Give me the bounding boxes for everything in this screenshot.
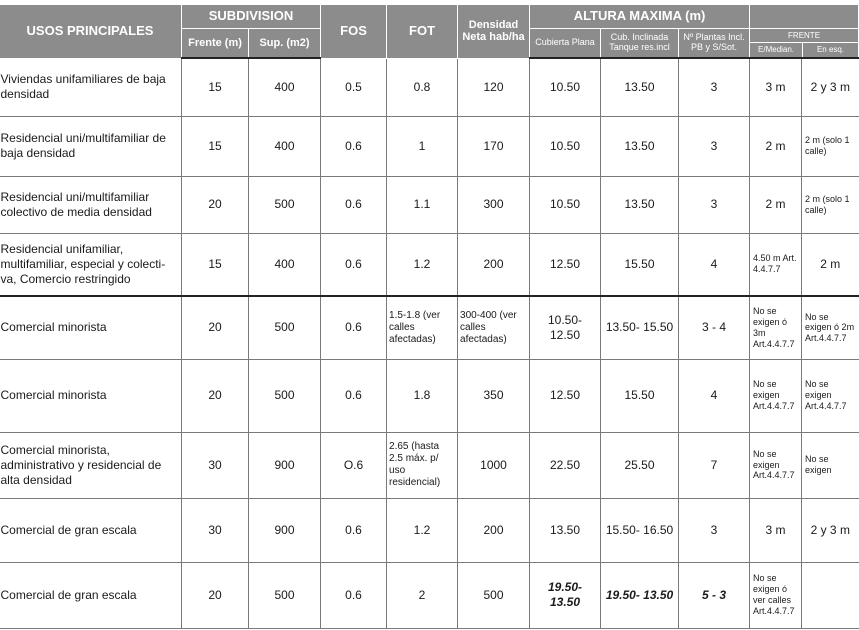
cell-fot: 1.2 [387, 233, 458, 296]
cell-fot: 1.8 [387, 359, 458, 432]
cell-cub-inclinada: 15.50 [601, 233, 679, 296]
table-row [0, 176, 859, 233]
table-row [0, 562, 859, 628]
cell-densidad: 350 [458, 359, 530, 432]
cell-uso: Comercial minorista [0, 296, 182, 359]
cell-e-median: No se exigen Art.4.4.7.7 [750, 432, 802, 498]
table-row [0, 233, 859, 296]
header-cub-inclinada: Cub. Inclinada Tanque res.incl [601, 29, 679, 59]
cell-frente: 15 [182, 116, 249, 176]
cell-uso: Comercial de gran escala [0, 498, 182, 562]
cell-densidad: 200 [458, 498, 530, 562]
cell-cub-inclinada: 13.50 [601, 116, 679, 176]
cell-frente: 30 [182, 498, 249, 562]
cell-e-median: 3 m [750, 498, 802, 562]
cell-en-esq: No se exigen ó 2m Art.4.4.7.7 [802, 296, 859, 359]
header-e-median: E/Median. [750, 43, 803, 57]
cell-sup: 500 [249, 562, 321, 628]
table-row [0, 296, 859, 359]
cell-sup: 900 [249, 432, 321, 498]
header-fot: FOT [387, 5, 458, 59]
cell-cub-inclinada: 15.50 [601, 359, 679, 432]
cell-e-median: No se exigen Art.4.4.7.7 [750, 359, 802, 432]
cell-densidad: 200 [458, 233, 530, 296]
header-sup: Sup. (m2) [249, 29, 321, 59]
cell-en-esq: 2 m [802, 233, 859, 296]
cell-sup: 400 [249, 233, 321, 296]
cell-fos: 0.6 [321, 233, 387, 296]
cell-fos: 0.6 [321, 296, 387, 359]
cell-fot: 2.65 (hasta 2.5 máx. p/ uso residencial) [387, 432, 458, 498]
header-frente-retiro [750, 29, 859, 59]
cell-frente: 20 [182, 296, 249, 359]
cell-en-esq: 2 y 3 m [802, 58, 859, 116]
cell-sup: 500 [249, 296, 321, 359]
cell-uso: Residencial uni/multifamiliar colectivo de media densidad [0, 176, 182, 233]
cell-en-esq [802, 562, 859, 628]
cell-sup: 400 [249, 116, 321, 176]
cell-uso: Comercial minorista, administrativo y residencial de alta densidad [0, 432, 182, 498]
zoning-table [0, 4, 859, 629]
cell-plantas: 7 [679, 432, 750, 498]
cell-plantas: 3 [679, 116, 750, 176]
cell-sup: 900 [249, 498, 321, 562]
header-fos: FOS [321, 5, 387, 59]
cell-e-median: 2 m [750, 176, 802, 233]
cell-fot: 1.1 [387, 176, 458, 233]
cell-frente: 15 [182, 233, 249, 296]
cell-fot: 1 [387, 116, 458, 176]
cell-cub-inclinada: 25.50 [601, 432, 679, 498]
cell-uso: Residencial unifamiliar, multifamiliar, especial y colecti- va, Comercio restringido [0, 233, 182, 296]
cell-frente: 20 [182, 562, 249, 628]
cell-plantas: 4 [679, 359, 750, 432]
header-plantas: Nº Plantas Incl. PB y S/Sot. [679, 29, 750, 59]
cell-fot: 1.5-1.8 (ver calles afectadas) [387, 296, 458, 359]
cell-e-median: No se exigen ó 3m Art.4.4.7.7 [750, 296, 802, 359]
cell-densidad: 300 [458, 176, 530, 233]
cell-sup: 400 [249, 58, 321, 116]
cell-cubierta-plana: 13.50 [530, 498, 601, 562]
cell-fot: 1.2 [387, 498, 458, 562]
cell-cub-inclinada: 15.50- 16.50 [601, 498, 679, 562]
cell-e-median: 4.50 m Art. 4.4.7.7 [750, 233, 802, 296]
cell-fos: 0.6 [321, 562, 387, 628]
cell-uso: Comercial minorista [0, 359, 182, 432]
cell-densidad: 120 [458, 58, 530, 116]
cell-cubierta-plana: 12.50 [530, 233, 601, 296]
cell-plantas: 3 - 4 [679, 296, 750, 359]
cell-fos: 0.6 [321, 176, 387, 233]
cell-frente: 15 [182, 58, 249, 116]
cell-fos: O.6 [321, 432, 387, 498]
cell-cubierta-plana: 10.50- 12.50 [530, 296, 601, 359]
cell-e-median: No se exigen ó ver calles Art.4.4.7.7 [750, 562, 802, 628]
header-usos: USOS PRINCIPALES [0, 5, 182, 59]
cell-e-median: 3 m [750, 58, 802, 116]
header-retiro-frente: FRENTE [750, 29, 858, 43]
cell-cubierta-plana: 12.50 [530, 359, 601, 432]
table-row [0, 359, 859, 432]
cell-sup: 500 [249, 359, 321, 432]
header-altura: ALTURA MAXIMA (m) [530, 5, 750, 29]
cell-e-median: 2 m [750, 116, 802, 176]
cell-fos: 0.6 [321, 116, 387, 176]
cell-frente: 30 [182, 432, 249, 498]
cell-fos: 0.6 [321, 359, 387, 432]
cell-frente: 20 [182, 359, 249, 432]
header-cubierta-plana: Cubierta Plana [530, 29, 601, 59]
header-densidad: Densidad Neta hab/ha [458, 5, 530, 59]
cell-frente: 20 [182, 176, 249, 233]
header-subdivision: SUBDIVISION [182, 5, 321, 29]
cell-cub-inclinada: 13.50 [601, 176, 679, 233]
header-en-esq: En esq. [816, 45, 845, 54]
cell-uso: Residencial uni/multifamiliar de baja densidad [0, 116, 182, 176]
table-row [0, 432, 859, 498]
cell-cubierta-plana: 10.50 [530, 176, 601, 233]
cell-densidad: 300-400 (ver calles afectadas) [458, 296, 530, 359]
cell-cubierta-plana: 22.50 [530, 432, 601, 498]
cell-fos: 0.5 [321, 58, 387, 116]
cell-cub-inclinada: 19.50- 13.50 [601, 562, 679, 628]
cell-plantas: 4 [679, 233, 750, 296]
table-row [0, 498, 859, 562]
cell-cubierta-plana: 10.50 [530, 58, 601, 116]
cell-en-esq: 2 m (solo 1 calle) [802, 116, 859, 176]
table-row [0, 116, 859, 176]
cell-cubierta-plana: 19.50- 13.50 [530, 562, 601, 628]
cell-uso: Viviendas unifamiliares de baja densidad [0, 58, 182, 116]
cell-uso: Comercial de gran escala [0, 562, 182, 628]
table-row [0, 58, 859, 116]
header-frente: Frente (m) [182, 29, 249, 59]
cell-densidad: 500 [458, 562, 530, 628]
cell-cub-inclinada: 13.50- 15.50 [601, 296, 679, 359]
cell-en-esq: 2 m (solo 1 calle) [802, 176, 859, 233]
cell-densidad: 1000 [458, 432, 530, 498]
cell-plantas: 3 [679, 58, 750, 116]
cell-plantas: 5 - 3 [679, 562, 750, 628]
cell-plantas: 3 [679, 498, 750, 562]
cell-fos: 0.6 [321, 498, 387, 562]
cell-plantas: 3 [679, 176, 750, 233]
cell-sup: 500 [249, 176, 321, 233]
cell-en-esq: No se exigen Art.4.4.7.7 [802, 359, 859, 432]
cell-cubierta-plana: 10.50 [530, 116, 601, 176]
cell-en-esq: No se exigen [802, 432, 859, 498]
cell-fot: 0.8 [387, 58, 458, 116]
cell-cub-inclinada: 13.50 [601, 58, 679, 116]
cell-en-esq: 2 y 3 m [802, 498, 859, 562]
header-retiros [750, 5, 859, 29]
cell-densidad: 170 [458, 116, 530, 176]
cell-fot: 2 [387, 562, 458, 628]
header-row-1 [0, 5, 859, 29]
